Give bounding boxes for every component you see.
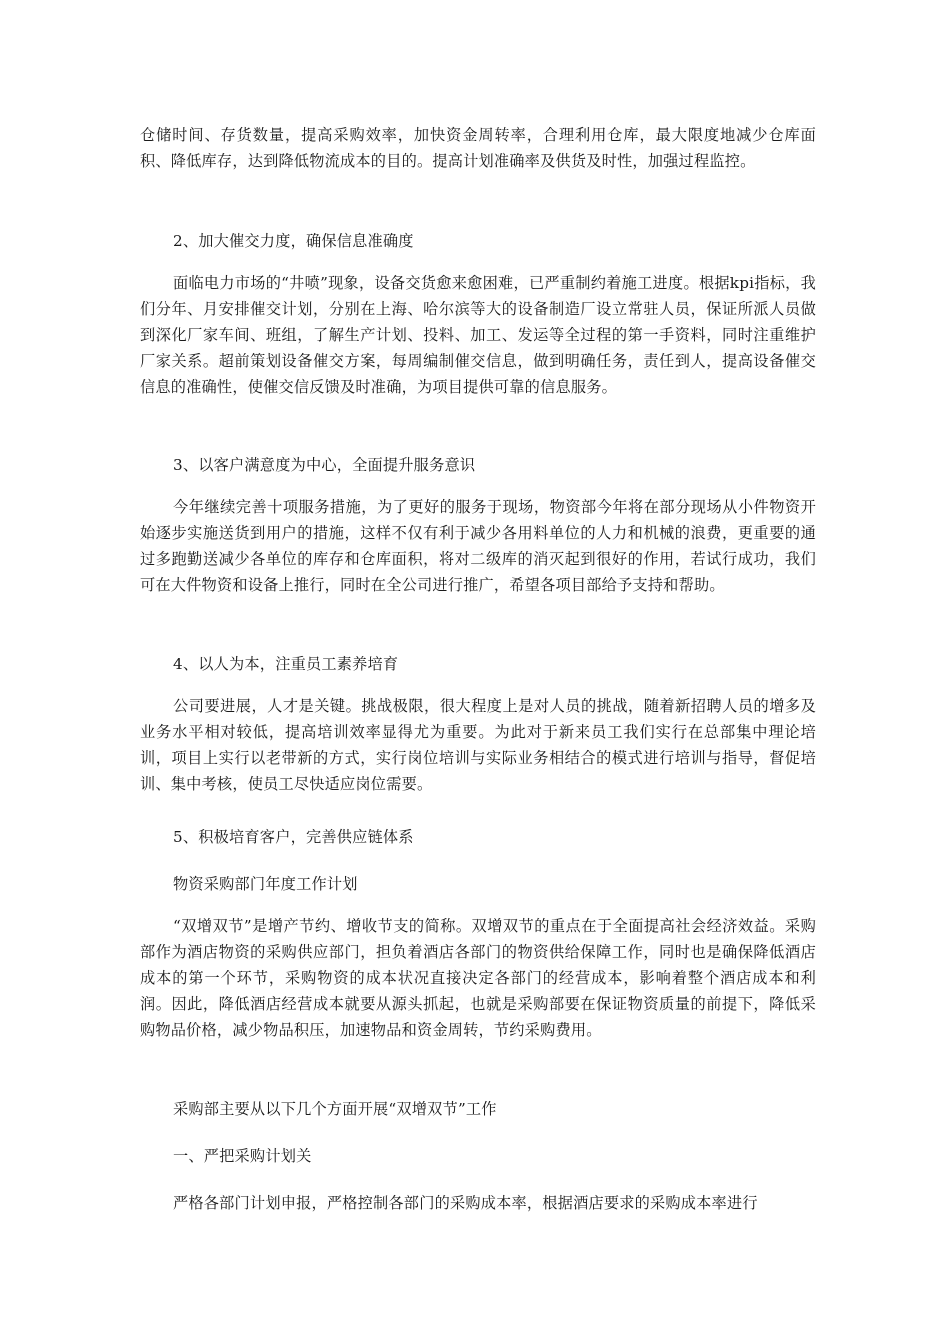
paragraph-double-increase: “双增双节”是增产节约、增收节支的简称。双增双节的重点在于全面提高社会经济效益。采购部作为酒店物资的采购供应部门，担负着酒店各部门的物资供给保障工作，同时也是确保降低酒店成本的第一个环节，采购物资的成本状况直接决定各部门的经营成本，影响着整个酒店成本和利润。因此，降低酒店经营成本就要从源头抓起，也就是采购部要在保证物资质量的前提下，降低采购物品价格，减少物品积压，加速物品和资金周转，节约采购费用。: [140, 917, 816, 1039]
heading-supply-chain: 5、积极培育客户，完善供应链体系: [173, 828, 414, 846]
paragraph-warehouse-cost: 仓储时间、存货数量，提高采购效率，加快资金周转率，合理利用仓库，最大限度地减少仓库面积、降低库存，达到降低物流成本的目的。提高计划准确率及供货及时性，加强过程监控。: [140, 126, 816, 170]
heading-purchase-plan: 一、严把采购计划关: [173, 1147, 312, 1165]
heading-expediting: 2、加大催交力度，确保信息准确度: [173, 232, 414, 250]
heading-customer-satisfaction: 3、以客户满意度为中心，全面提升服务意识: [173, 456, 476, 474]
paragraph-service-measures: 今年继续完善十项服务措施，为了更好的服务于现场，物资部今年将在部分现场从小件物资开始逐步实施送货到用户的措施，这样不仅有利于减少各用料单位的人力和机械的浪费，更重要的通过多跑勤送减少各单位的库存和仓库面积，将对二级库的消灭起到很好的作用，若试行成功，我们可在大件物资和设备上推行，同时在全公司进行推广，希望各项目部给予支持和帮助。: [140, 498, 816, 594]
paragraph-purchase-plan: 严格各部门计划申报，严格控制各部门的采购成本率，根据酒店要求的采购成本率进行: [173, 1194, 758, 1212]
section-title-annual-plan: 物资采购部门年度工作计划: [173, 875, 358, 893]
paragraph-expediting: 面临电力市场的“井喷”现象，设备交货愈来愈困难，已严重制约着施工进度。根据kpi指标，我们分年、月安排催交计划，分别在上海、哈尔滨等大的设备制造厂设立常驻人员，保证所派人员做到深化厂家车间、班组，了解生产计划、投料、加工、发运等全过程的第一手资料，同时注重维护厂家关系。超前策划设备催交方案，每周编制催交信息，做到明确任务，责任到人，提高设备催交信息的准确性，使催交信反馈及时准确，为项目提供可靠的信息服务。: [140, 274, 816, 396]
heading-staff-training: 4、以人为本，注重员工素养培育: [173, 655, 399, 673]
paragraph-staff-training: 公司要进展，人才是关键。挑战极限，很大程度上是对人员的挑战，随着新招聘人员的增多及业务水平相对较低，提高培训效率显得尤为重要。为此对于新来员工我们实行在总部集中理论培训，项目上实行以老带新的方式，实行岗位培训与实际业务相结合的模式进行培训与指导，督促培训、集中考核，使员工尽快适应岗位需要。: [140, 697, 816, 793]
paragraph-approach-intro: 采购部主要从以下几个方面开展“双增双节”工作: [173, 1100, 497, 1118]
